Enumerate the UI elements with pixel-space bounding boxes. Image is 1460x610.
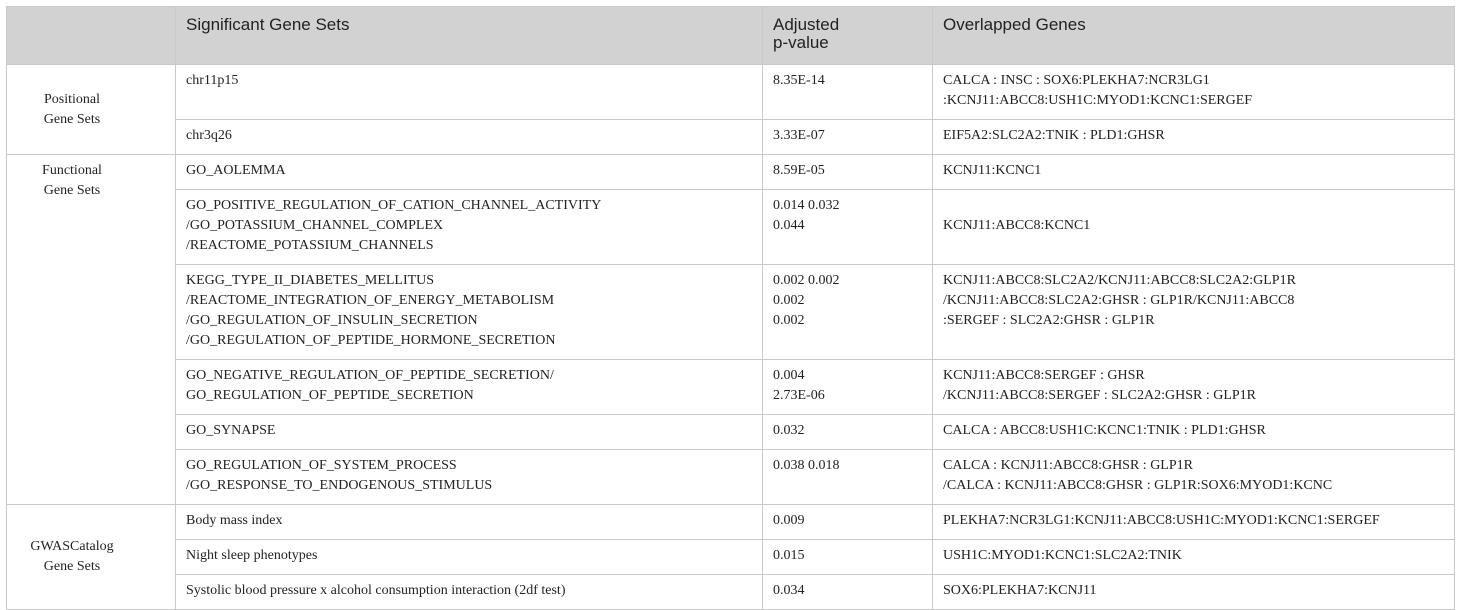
gene-set-name: KEGG_TYPE_II_DIABETES_MELLITUS /REACTOME_INTEGRATION_OF_ENERGY_METABOLISM /GO_REGULATION_OF_INSULIN_SECRETION /GO_REGULATION_OF_PEPTIDE_HORMONE_SECRETION bbox=[176, 265, 763, 360]
gene-set-name: Night sleep phenotypes bbox=[176, 540, 763, 575]
adjusted-p-value: 0.002 0.002 0.002 0.002 bbox=[763, 265, 933, 360]
table-header-row bbox=[7, 7, 1455, 65]
group-label-text: Functional Gene Sets bbox=[42, 163, 102, 198]
group-label-text: Positional Gene Sets bbox=[43, 91, 101, 127]
table-row bbox=[7, 265, 1455, 360]
group-label-gwascatalog bbox=[7, 505, 176, 610]
gene-set-name: chr3q26 bbox=[176, 120, 763, 155]
gene-set-table bbox=[6, 6, 1455, 610]
adjusted-p-value: 0.015 bbox=[763, 540, 933, 575]
adjusted-p-value: 0.009 bbox=[763, 505, 933, 540]
gene-set-name: GO_REGULATION_OF_SYSTEM_PROCESS /GO_RESPONSE_TO_ENDOGENOUS_STIMULUS bbox=[176, 450, 763, 505]
table-row bbox=[7, 65, 1455, 120]
header-group bbox=[7, 7, 176, 65]
table-row bbox=[7, 450, 1455, 505]
header-significant-gene-sets: Significant Gene Sets bbox=[176, 7, 763, 65]
adjusted-p-value: 0.014 0.032 0.044 bbox=[763, 190, 933, 265]
adjusted-p-value: 8.59E-05 bbox=[763, 155, 933, 190]
overlapped-genes: KCNJ11:ABCC8:KCNC1 bbox=[933, 190, 1455, 265]
group-label-positional bbox=[7, 65, 176, 155]
table-row bbox=[7, 190, 1455, 265]
overlapped-genes: CALCA : KCNJ11:ABCC8:GHSR : GLP1R /CALCA : KCNJ11:ABCC8:GHSR : GLP1R:SOX6:MYOD1:KCNC bbox=[933, 450, 1455, 505]
gene-set-name: Body mass index bbox=[176, 505, 763, 540]
header-overlapped-genes: Overlapped Genes bbox=[933, 7, 1455, 65]
adjusted-p-value: 0.038 0.018 bbox=[763, 450, 933, 505]
table-row bbox=[7, 575, 1455, 610]
overlapped-genes: KCNJ11:ABCC8:SLC2A2/KCNJ11:ABCC8:SLC2A2:GLP1R /KCNJ11:ABCC8:SLC2A2:GHSR : GLP1R/KCNJ11:ABCC8 :SERGEF : SLC2A2:GHSR : GLP1R bbox=[933, 265, 1455, 360]
overlapped-genes: KCNJ11:KCNC1 bbox=[933, 155, 1455, 190]
header-adjusted-p-value: Adjusted p-value bbox=[763, 7, 933, 65]
gene-set-name: GO_POSITIVE_REGULATION_OF_CATION_CHANNEL_ACTIVITY /GO_POTASSIUM_CHANNEL_COMPLEX /REACTOME_POTASSIUM_CHANNELS bbox=[176, 190, 763, 265]
table-row bbox=[7, 155, 1455, 190]
gene-set-name: GO_NEGATIVE_REGULATION_OF_PEPTIDE_SECRETION/ GO_REGULATION_OF_PEPTIDE_SECRETION bbox=[176, 360, 763, 415]
group-label-text: GWASCatalog Gene Sets bbox=[30, 539, 114, 574]
gene-set-name: GO_SYNAPSE bbox=[176, 415, 763, 450]
table-row bbox=[7, 505, 1455, 540]
overlapped-genes: CALCA : ABCC8:USH1C:KCNC1:TNIK : PLD1:GHSR bbox=[933, 415, 1455, 450]
overlapped-genes: KCNJ11:ABCC8:SERGEF : GHSR /KCNJ11:ABCC8:SERGEF : SLC2A2:GHSR : GLP1R bbox=[933, 360, 1455, 415]
overlapped-genes: SOX6:PLEKHA7:KCNJ11 bbox=[933, 575, 1455, 610]
gene-set-name: chr11p15 bbox=[176, 65, 763, 120]
table-row bbox=[7, 120, 1455, 155]
gene-set-name: GO_AOLEMMA bbox=[176, 155, 763, 190]
table-row bbox=[7, 415, 1455, 450]
table-row bbox=[7, 360, 1455, 415]
adjusted-p-value: 8.35E-14 bbox=[763, 65, 933, 120]
overlapped-genes: PLEKHA7:NCR3LG1:KCNJ11:ABCC8:USH1C:MYOD1:KCNC1:SERGEF bbox=[933, 505, 1455, 540]
gene-set-name: Systolic blood pressure x alcohol consumption interaction (2df test) bbox=[176, 575, 763, 610]
adjusted-p-value: 3.33E-07 bbox=[763, 120, 933, 155]
overlapped-genes: CALCA : INSC : SOX6:PLEKHA7:NCR3LG1 :KCNJ11:ABCC8:USH1C:MYOD1:KCNC1:SERGEF bbox=[933, 65, 1455, 120]
adjusted-p-value: 0.032 bbox=[763, 415, 933, 450]
adjusted-p-value: 0.004 2.73E-06 bbox=[763, 360, 933, 415]
adjusted-p-value: 0.034 bbox=[763, 575, 933, 610]
group-label-functional bbox=[7, 155, 176, 505]
overlapped-genes: USH1C:MYOD1:KCNC1:SLC2A2:TNIK bbox=[933, 540, 1455, 575]
table-row bbox=[7, 540, 1455, 575]
overlapped-genes: EIF5A2:SLC2A2:TNIK : PLD1:GHSR bbox=[933, 120, 1455, 155]
